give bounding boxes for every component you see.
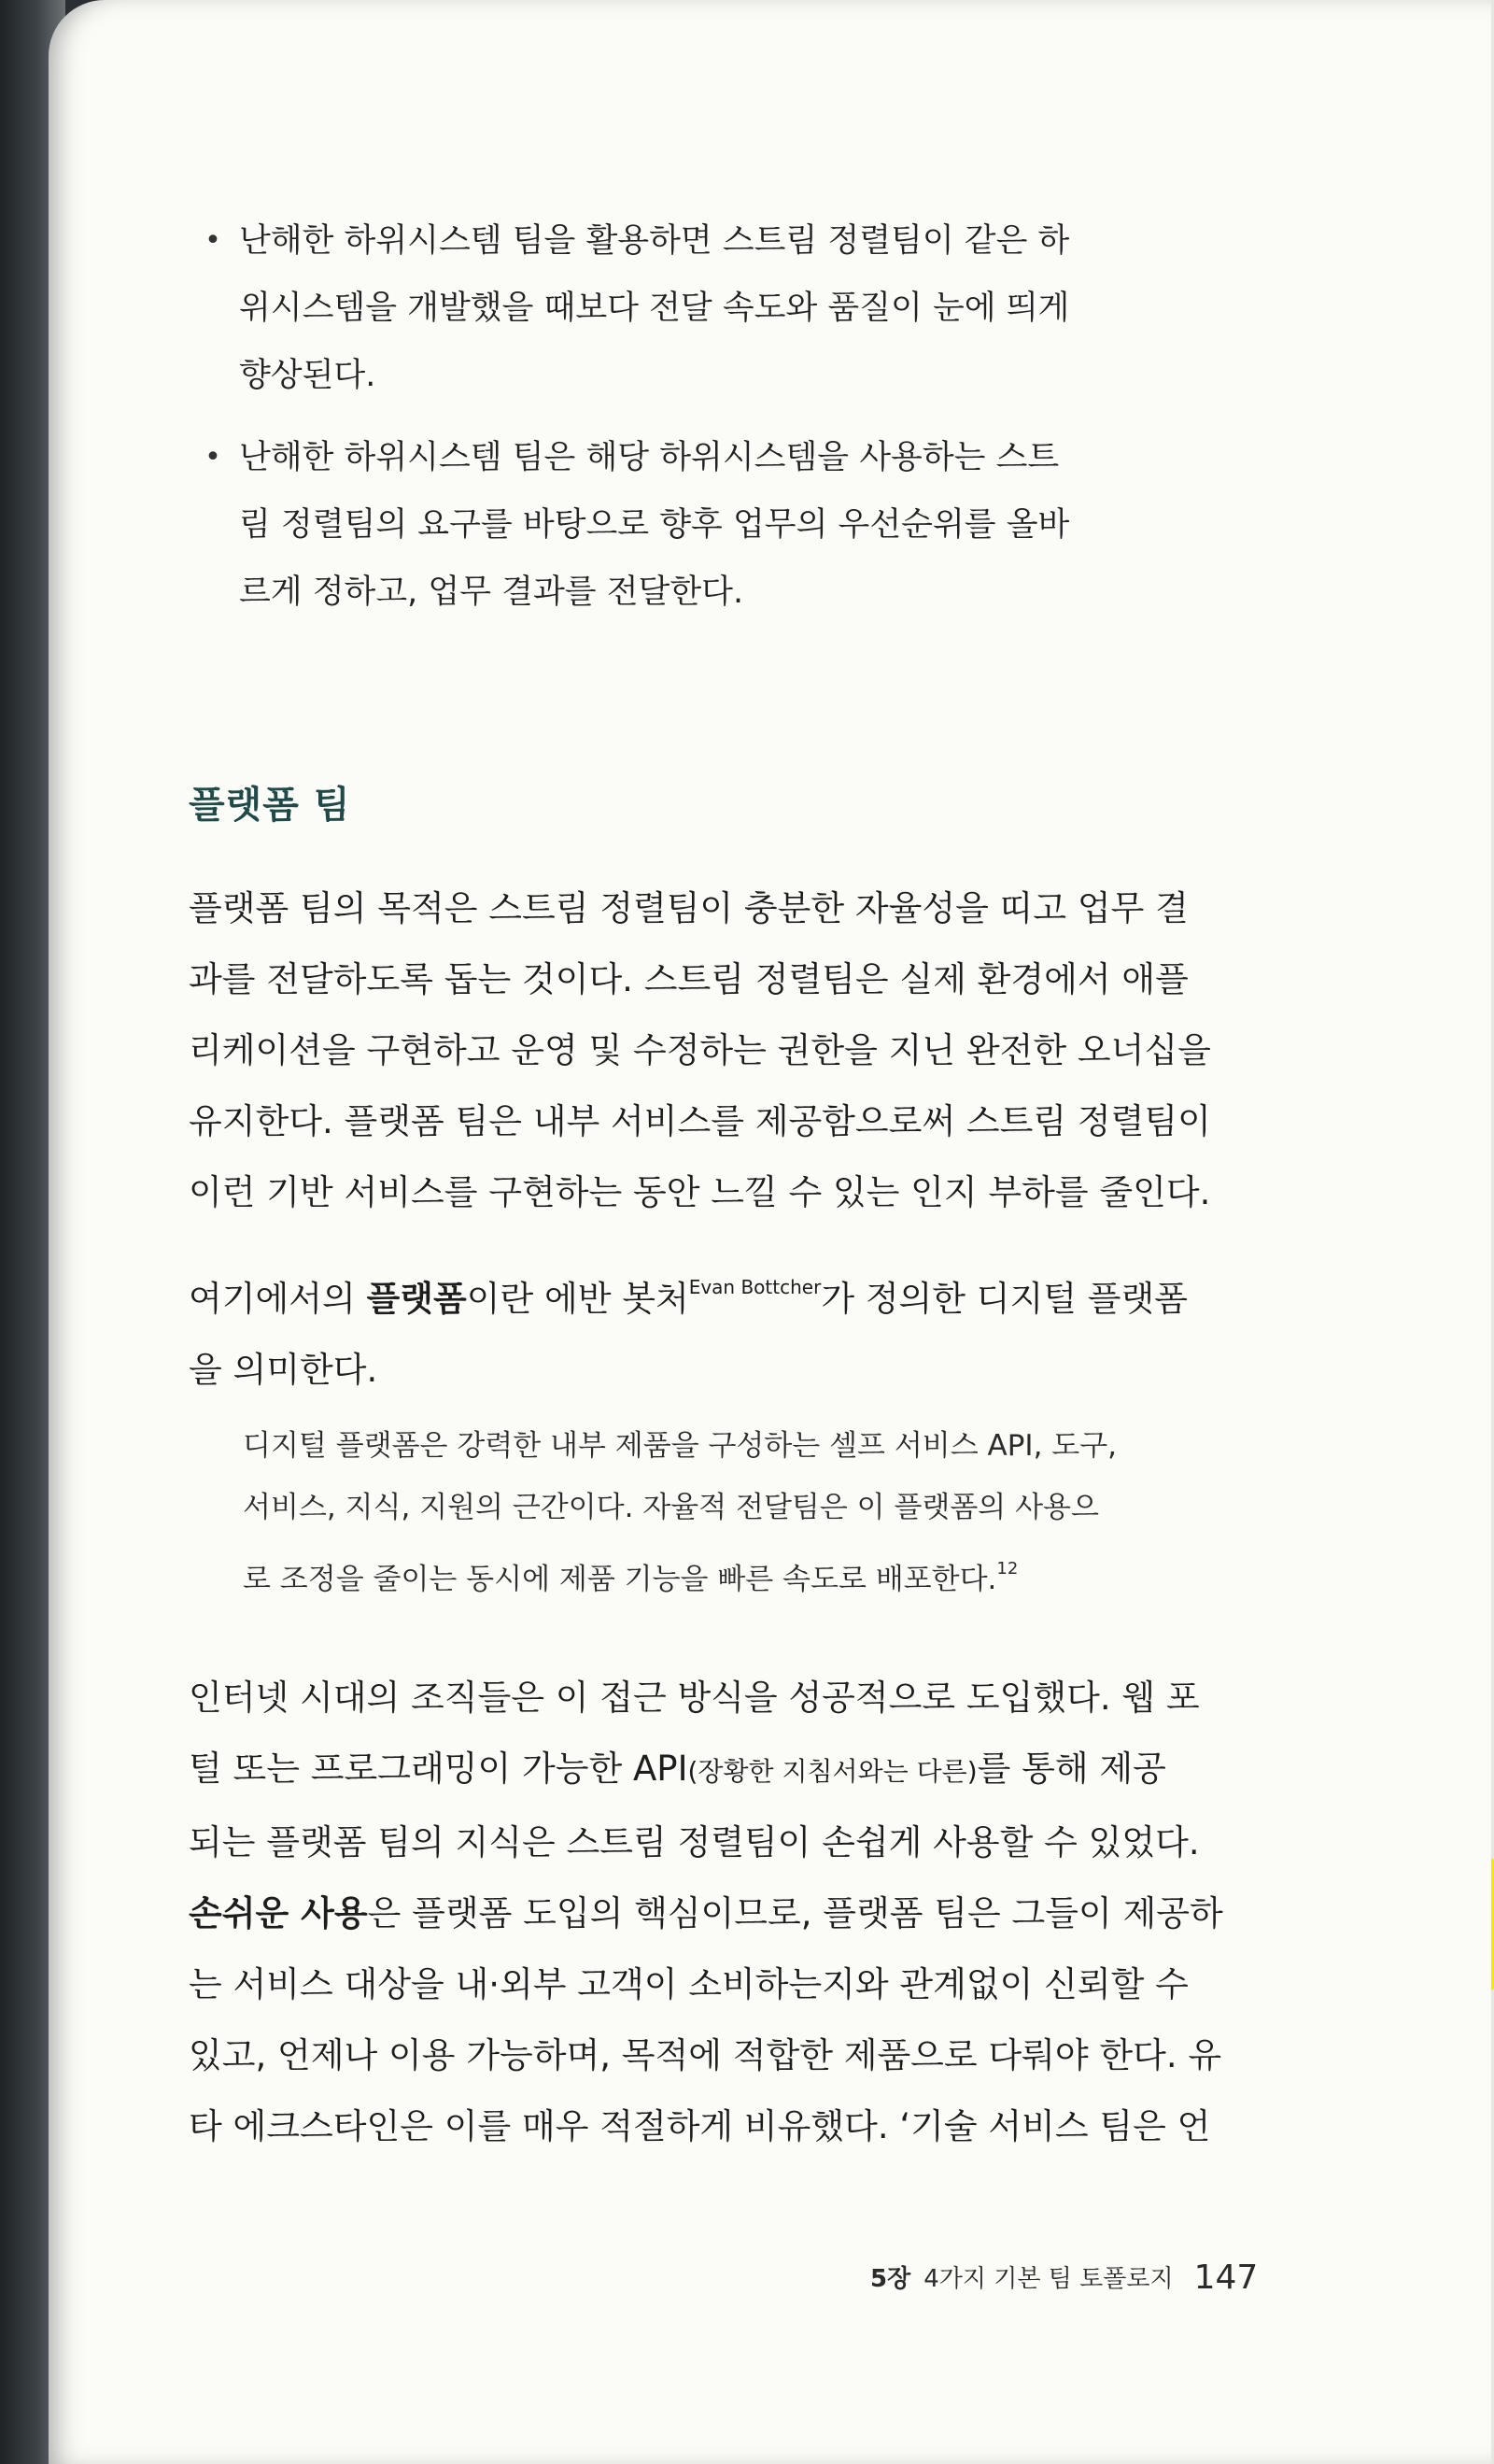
bullet-line: 향상된다. bbox=[239, 357, 376, 394]
chapter-number: 5장 bbox=[870, 2265, 911, 2293]
quote-line: 디지털 플랫폼은 강력한 내부 제품을 구성하는 셀프 서비스 API, 도구, bbox=[243, 1429, 1118, 1463]
author-name-superscript: Evan Bottcher bbox=[688, 1276, 822, 1298]
paragraph-line: 타 에크스타인은 이를 매우 적절하게 비유했다. ‘기술 서비스 팀은 언 bbox=[189, 2106, 1211, 2146]
paragraph-line: 는 서비스 대상을 내·외부 고객이 소비하는지와 관계없이 신뢰할 수 bbox=[189, 1964, 1189, 2004]
chapter-title: 4가지 기본 팀 토폴로지 bbox=[923, 2265, 1174, 2293]
text-run: 로 조정을 줄이는 동시에 제품 기능을 빠른 속도로 배포한다. bbox=[243, 1563, 997, 1596]
text-run: 를 통해 제공 bbox=[977, 1749, 1166, 1789]
book-page bbox=[49, 0, 1491, 2464]
text-run: 털 또는 프로그래밍이 가능한 API bbox=[189, 1749, 688, 1789]
bullet-item bbox=[204, 207, 1313, 409]
paragraph-line: 과를 전달하도록 돕는 것이다. 스트림 정렬팀은 실제 환경에서 애플 bbox=[189, 959, 1189, 999]
paragraph-line: 되는 플랫폼 팀의 지식은 스트림 정렬팀이 손쉽게 사용할 수 있었다. bbox=[189, 1822, 1200, 1862]
page-number: 147 bbox=[1193, 2259, 1259, 2297]
text-run: 이란 에반 봇처 bbox=[466, 1279, 689, 1319]
paragraph-line: 유지한다. 플랫폼 팀은 내부 서비스를 제공함으로써 스트림 정렬팀이 bbox=[189, 1101, 1211, 1141]
paragraph-internet-era bbox=[189, 1663, 1318, 2162]
bullet-line: 르게 정하고, 업무 결과를 전달한다. bbox=[239, 574, 744, 611]
page-footer bbox=[870, 2259, 1258, 2297]
bullet-line: 난해한 하위시스템 팀은 해당 하위시스템을 사용하는 스트 bbox=[239, 439, 1060, 476]
paragraph-line: 인터넷 시대의 조직들은 이 접근 방식을 성공적으로 도입했다. 웹 포 bbox=[189, 1678, 1200, 1718]
paragraph-line: 을 의미한다. bbox=[189, 1350, 378, 1390]
paragraph-platform-definition bbox=[189, 1252, 1309, 1406]
bullet-line: 위시스템을 개발했을 때보다 전달 속도와 품질이 눈에 띄게 bbox=[239, 290, 1070, 327]
paragraph-line: 플랫폼 팀의 목적은 스트림 정렬팀이 충분한 자율성을 띠고 업무 결 bbox=[189, 888, 1189, 928]
quote-line: 서비스, 지식, 지원의 근간이다. 자율적 전달팀은 이 플랫폼의 사용으 bbox=[243, 1491, 1099, 1524]
paragraph-line bbox=[189, 1734, 1318, 1807]
bullet-list bbox=[204, 207, 1313, 641]
block-quote bbox=[243, 1415, 1270, 1610]
text-run: 가 정의한 디지털 플랫폼 bbox=[821, 1279, 1189, 1319]
bullet-dot-icon: • bbox=[204, 224, 221, 257]
text-run: 여기에서의 bbox=[189, 1279, 367, 1319]
paragraph-platform-purpose bbox=[189, 873, 1309, 1228]
bold-term: 플랫폼 bbox=[366, 1279, 467, 1319]
section-heading: 플랫폼 팀 bbox=[189, 784, 351, 827]
bullet-line: 난해한 하위시스템 팀을 활용하면 스트림 정렬팀이 같은 하 bbox=[239, 222, 1070, 260]
footnote-marker: 12 bbox=[996, 1559, 1019, 1579]
quote-line bbox=[243, 1538, 1270, 1610]
parenthetical-note: (장황한 지침서와는 다른) bbox=[687, 1756, 978, 1787]
paragraph-line bbox=[189, 1878, 1318, 1949]
bullet-item bbox=[204, 424, 1313, 626]
bullet-dot-icon: • bbox=[204, 441, 221, 474]
bold-term: 손쉬운 사용 bbox=[189, 1893, 368, 1933]
bullet-line: 림 정렬팀의 요구를 바탕으로 향후 업무의 우선순위를 올바 bbox=[239, 506, 1070, 544]
paragraph-line: 있고, 언제나 이용 가능하며, 목적에 적합한 제품으로 다뤄야 한다. 유 bbox=[189, 2035, 1222, 2075]
text-run: 은 플랫폼 도입의 핵심이므로, 플랫폼 팀은 그들이 제공하 bbox=[367, 1893, 1223, 1933]
paragraph-line: 리케이션을 구현하고 운영 및 수정하는 권한을 지닌 완전한 오너십을 bbox=[189, 1030, 1211, 1070]
paragraph-line: 이런 기반 서비스를 구현하는 동안 느낄 수 있는 인지 부하를 줄인다. bbox=[189, 1172, 1211, 1212]
paragraph-line bbox=[189, 1252, 1309, 1335]
